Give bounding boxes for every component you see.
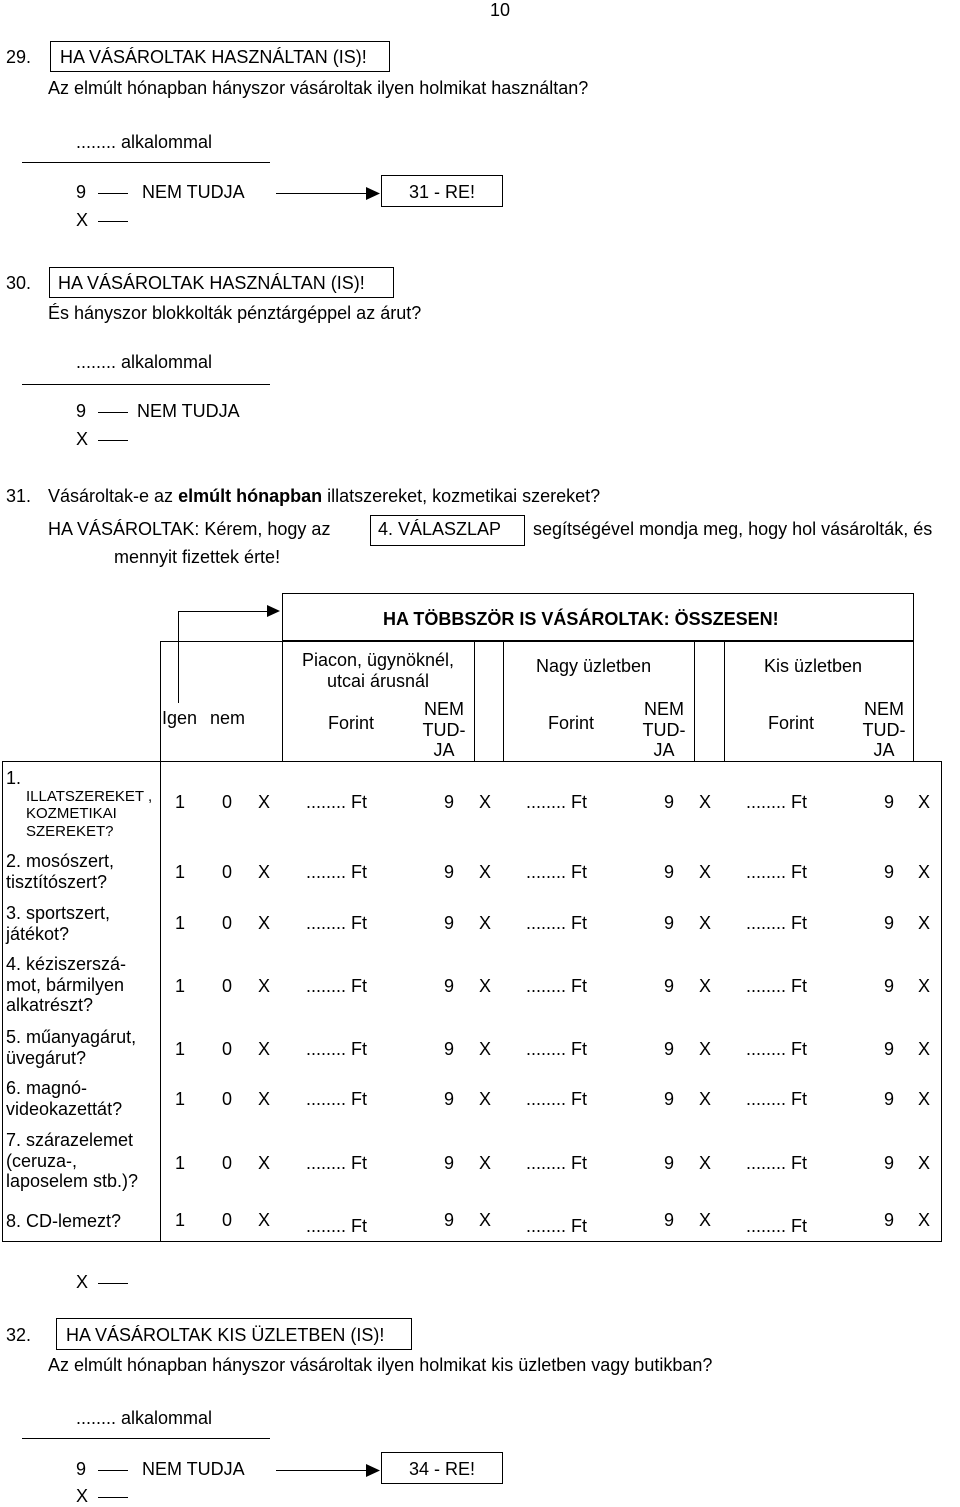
cell-x: X xyxy=(918,1210,931,1230)
cell-forint-kis: ........ Ft xyxy=(746,1039,808,1059)
q31-question-pre: Vásároltak-e az xyxy=(48,486,174,506)
q31-dash-x xyxy=(98,1283,128,1284)
q29-nem-tudja: NEM TUDJA xyxy=(142,182,245,202)
cell-nemtudja-piac: 9 xyxy=(444,976,455,996)
cell-nemtudja-nagy: 9 xyxy=(664,913,675,933)
cell-forint-kis: ........ Ft xyxy=(746,976,808,996)
cell-x: X xyxy=(258,913,271,933)
cell-x: X xyxy=(479,1153,492,1173)
row-label-1: ILLATSZEREKET , KOZMETIKAI SZEREKET? xyxy=(26,788,153,840)
cell-nemtudja-nagy: 9 xyxy=(664,1153,675,1173)
q30-answer-line xyxy=(22,384,270,385)
cell-nem: 0 xyxy=(222,913,233,933)
cell-x: X xyxy=(479,1210,492,1230)
cell-igen: 1 xyxy=(175,1210,186,1230)
cell-nem: 0 xyxy=(222,1089,233,1109)
row-label-4: 4. kéziszerszá- mot, bármilyen alkatrészt? xyxy=(6,954,127,1016)
cell-x: X xyxy=(258,1089,271,1109)
q30-dash-x xyxy=(98,440,128,441)
q29-condition: HA VÁSÁROLTAK HASZNÁLTAN (IS)! xyxy=(60,47,367,67)
cell-x: X xyxy=(699,1039,712,1059)
cell-forint-piac: ........ Ft xyxy=(306,862,368,882)
cell-forint-piac: ........ Ft xyxy=(306,1039,368,1059)
cell-x: X xyxy=(258,1039,271,1059)
row-label-7: 7. szárazelemet (ceruza-, laposelem stb.)? xyxy=(6,1130,139,1192)
cell-x: X xyxy=(258,792,271,812)
cell-forint-nagy: ........ Ft xyxy=(526,862,588,882)
cell-nemtudja-nagy: 9 xyxy=(664,1210,675,1230)
q31-code-x: X xyxy=(76,1272,89,1292)
q32-code-9: 9 xyxy=(76,1459,87,1479)
cell-x: X xyxy=(699,1153,712,1173)
cell-igen: 1 xyxy=(175,1153,186,1173)
q32-number: 32. xyxy=(6,1325,32,1345)
cell-nem: 0 xyxy=(222,1039,233,1059)
cell-forint-nagy: ........ Ft xyxy=(526,913,588,933)
cell-x: X xyxy=(699,792,712,812)
cell-x: X xyxy=(918,976,931,996)
cell-x: X xyxy=(918,1153,931,1173)
q29-arrow-line xyxy=(276,193,372,194)
table-divider xyxy=(160,761,161,1242)
cell-x: X xyxy=(699,913,712,933)
cell-nem: 0 xyxy=(222,976,233,996)
cell-nemtudja-nagy: 9 xyxy=(664,976,675,996)
q30-number: 30. xyxy=(6,273,32,293)
q29-skip: 31 - RE! xyxy=(409,182,476,202)
header-forint: Forint xyxy=(328,713,375,733)
cell-nemtudja-piac: 9 xyxy=(444,792,455,812)
cell-forint-nagy: ........ Ft xyxy=(526,976,588,996)
q30-nem-tudja: NEM TUDJA xyxy=(137,401,240,421)
q31-number: 31. xyxy=(6,486,32,506)
q29-answer-line xyxy=(22,162,270,163)
cell-nemtudja-kis: 9 xyxy=(884,1039,895,1059)
cell-x: X xyxy=(479,1089,492,1109)
q32-answer-blank: ........ alkalommal xyxy=(76,1408,213,1428)
cell-forint-nagy: ........ Ft xyxy=(526,792,588,812)
cell-forint-nagy: ........ Ft xyxy=(526,1039,588,1059)
cell-nemtudja-piac: 9 xyxy=(444,862,455,882)
arrow-right-icon xyxy=(366,187,380,200)
q32-skip: 34 - RE! xyxy=(409,1459,476,1479)
cell-x: X xyxy=(918,913,931,933)
cell-igen: 1 xyxy=(175,976,186,996)
q32-question: Az elmúlt hónapban hányszor vásároltak ilyen holmikat kis üzletben vagy butikban? xyxy=(48,1355,713,1375)
cell-forint-kis: ........ Ft xyxy=(746,792,808,812)
cell-x: X xyxy=(479,862,492,882)
page-number: 10 xyxy=(490,0,511,20)
q30-dash-9 xyxy=(98,412,128,413)
cell-nem: 0 xyxy=(222,1210,233,1230)
q32-answer-line xyxy=(22,1438,270,1439)
table-divider xyxy=(694,641,695,761)
cell-forint-piac: ........ Ft xyxy=(306,1153,368,1173)
row-label-8: 8. CD-lemezt? xyxy=(6,1211,122,1231)
header-igen: Igen xyxy=(162,708,198,728)
q29-code-x: X xyxy=(76,210,89,230)
arrow-right-icon xyxy=(366,1464,380,1477)
q29-dash-x xyxy=(98,221,128,222)
cell-igen: 1 xyxy=(175,1089,186,1109)
q32-nem-tudja: NEM TUDJA xyxy=(142,1459,245,1479)
q31-card: 4. VÁLASZLAP xyxy=(378,519,502,539)
cell-nemtudja-kis: 9 xyxy=(884,1210,895,1230)
table-top-header: HA TÖBBSZÖR IS VÁSÁROLTAK: ÖSSZESEN! xyxy=(383,609,779,629)
cell-x: X xyxy=(479,913,492,933)
cell-x: X xyxy=(918,862,931,882)
cell-x: X xyxy=(699,862,712,882)
header-group-nagy: Nagy üzletben xyxy=(536,656,652,676)
cell-x: X xyxy=(699,976,712,996)
cell-forint-kis: ........ Ft xyxy=(746,1153,808,1173)
cell-nem: 0 xyxy=(222,792,233,812)
arrow-right-icon xyxy=(267,605,280,617)
cell-x: X xyxy=(918,1039,931,1059)
q31-instruction-line2: mennyit fizettek érte! xyxy=(114,547,281,567)
header-nemtudja: NEM TUD- JA xyxy=(862,699,906,761)
q29-code-9: 9 xyxy=(76,182,87,202)
q31-question-post: illatszereket, kozmetikai szereket? xyxy=(327,486,601,506)
q30-answer-blank: ........ alkalommal xyxy=(76,352,213,372)
cell-forint-kis: ........ Ft xyxy=(746,913,808,933)
header-nemtudja: NEM TUD- JA xyxy=(642,699,686,761)
cell-x: X xyxy=(479,1039,492,1059)
cell-nemtudja-kis: 9 xyxy=(884,862,895,882)
cell-forint-piac: ........ Ft xyxy=(306,792,368,812)
row-label-5: 5. műanyagárut, üvegárut? xyxy=(6,1027,137,1068)
q30-code-x: X xyxy=(76,429,89,449)
q29-dash-9 xyxy=(98,193,128,194)
q32-condition: HA VÁSÁROLTAK KIS ÜZLETBEN (IS)! xyxy=(66,1325,385,1345)
cell-nemtudja-nagy: 9 xyxy=(664,1089,675,1109)
table-divider xyxy=(724,641,725,761)
cell-nem: 0 xyxy=(222,862,233,882)
cell-forint-nagy: ........ Ft xyxy=(526,1216,588,1236)
table-arrow-line xyxy=(178,611,270,612)
cell-forint-piac: ........ Ft xyxy=(306,1216,368,1236)
header-nemtudja: NEM TUD- JA xyxy=(422,699,466,761)
q31-instruction-post: segítségével mondja meg, hogy hol vásárolták, és xyxy=(533,519,933,539)
cell-nemtudja-nagy: 9 xyxy=(664,1039,675,1059)
q30-condition: HA VÁSÁROLTAK HASZNÁLTAN (IS)! xyxy=(58,273,365,293)
cell-nemtudja-piac: 9 xyxy=(444,1153,455,1173)
header-nem: nem xyxy=(210,708,246,728)
cell-nemtudja-kis: 9 xyxy=(884,792,895,812)
cell-x: X xyxy=(258,1210,271,1230)
q29-answer-blank: ........ alkalommal xyxy=(76,132,213,152)
cell-nemtudja-nagy: 9 xyxy=(664,792,675,812)
cell-x: X xyxy=(258,1153,271,1173)
header-forint: Forint xyxy=(548,713,595,733)
cell-x: X xyxy=(918,1089,931,1109)
cell-forint-nagy: ........ Ft xyxy=(526,1089,588,1109)
q29-question: Az elmúlt hónapban hányszor vásároltak ilyen holmikat használtan? xyxy=(48,78,589,98)
cell-x: X xyxy=(479,792,492,812)
cell-forint-kis: ........ Ft xyxy=(746,1089,808,1109)
q32-dash-9 xyxy=(98,1470,128,1471)
cell-x: X xyxy=(699,1210,712,1230)
cell-forint-kis: ........ Ft xyxy=(746,862,808,882)
cell-nemtudja-kis: 9 xyxy=(884,1089,895,1109)
cell-forint-kis: ........ Ft xyxy=(746,1216,808,1236)
table-divider xyxy=(282,641,283,761)
cell-forint-piac: ........ Ft xyxy=(306,976,368,996)
header-forint: Forint xyxy=(768,713,815,733)
q32-code-x: X xyxy=(76,1486,89,1506)
q30-question: És hányszor blokkolták pénztárgéppel az árut? xyxy=(48,303,422,323)
cell-nemtudja-kis: 9 xyxy=(884,1153,895,1173)
cell-x: X xyxy=(258,976,271,996)
cell-nemtudja-piac: 9 xyxy=(444,1039,455,1059)
cell-x: X xyxy=(479,976,492,996)
cell-forint-nagy: ........ Ft xyxy=(526,1153,588,1173)
cell-igen: 1 xyxy=(175,792,186,812)
cell-x: X xyxy=(258,862,271,882)
q31-question-bold: elmúlt hónapban xyxy=(178,486,323,506)
table-divider xyxy=(503,641,504,761)
cell-x: X xyxy=(699,1089,712,1109)
cell-nemtudja-piac: 9 xyxy=(444,1089,455,1109)
q31-question xyxy=(48,486,600,507)
cell-igen: 1 xyxy=(175,913,186,933)
cell-nemtudja-piac: 9 xyxy=(444,913,455,933)
row-label-6: 6. magnó- videokazettát? xyxy=(6,1078,123,1119)
cell-nemtudja-nagy: 9 xyxy=(664,862,675,882)
q31-instruction-pre: HA VÁSÁROLTAK: Kérem, hogy az xyxy=(48,519,331,539)
table-divider xyxy=(474,641,475,761)
q30-code-9: 9 xyxy=(76,401,87,421)
row-label-1-num: 1. xyxy=(6,768,22,788)
cell-igen: 1 xyxy=(175,1039,186,1059)
cell-nemtudja-kis: 9 xyxy=(884,976,895,996)
row-label-2: 2. mosószert, tisztítószert? xyxy=(6,851,115,892)
cell-igen: 1 xyxy=(175,862,186,882)
cell-x: X xyxy=(918,792,931,812)
header-group-kis: Kis üzletben xyxy=(764,656,863,676)
row-label-3: 3. sportszert, játékot? xyxy=(6,903,111,944)
q29-number: 29. xyxy=(6,47,32,67)
cell-forint-piac: ........ Ft xyxy=(306,913,368,933)
cell-nemtudja-piac: 9 xyxy=(444,1210,455,1230)
q32-arrow-line xyxy=(276,1470,372,1471)
q32-dash-x xyxy=(98,1497,128,1498)
header-group-piac: Piacon, ügynöknél, utcai árusnál xyxy=(301,650,455,691)
cell-nem: 0 xyxy=(222,1153,233,1173)
cell-forint-piac: ........ Ft xyxy=(306,1089,368,1109)
cell-nemtudja-kis: 9 xyxy=(884,913,895,933)
